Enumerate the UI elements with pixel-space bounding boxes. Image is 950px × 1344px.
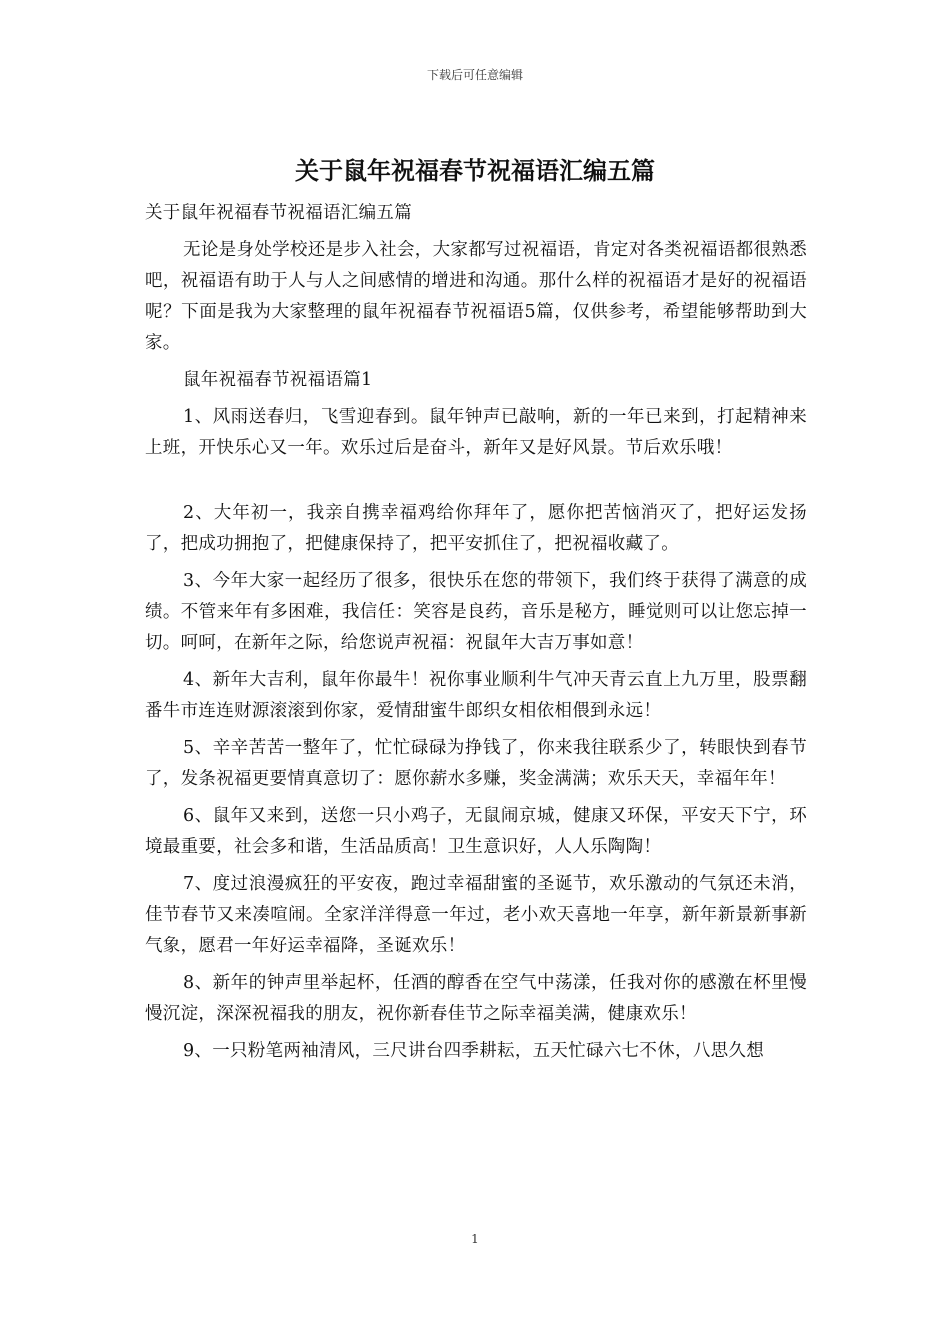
document-body [145,198,807,1073]
blessing-item-9: 9、一只粉笔两袖清风，三尺讲台四季耕耘，五天忙碌六七不休，八思久想 [183,1041,765,1061]
header-note: 下载后可任意编辑 [426,68,523,82]
blessing-item-5: 5、辛辛苦苦一整年了，忙忙碌碌为挣钱了，你来我往联系少了，转眼快到春节了，发条祝福更要情真意切了：愿你薪水多赚，奖金满满；欢乐天天，幸福年年！ [145,738,807,789]
section-heading: 鼠年祝福春节祝福语篇1 [183,370,373,390]
page-number: 1 [471,1232,479,1246]
blessing-item-2: 2、大年初一，我亲自携幸福鸡给你拜年了，愿你把苦恼消灭了，把好运发扬了，把成功拥抱了，把健康保持了，把平安抓住了，把祝福收藏了。 [145,503,807,554]
blessing-item-8: 8、新年的钟声里举起杯，任酒的醇香在空气中荡漾，任我对你的感激在杯里慢慢沉淀，深深祝福我的朋友，祝你新春佳节之际幸福美满，健康欢乐！ [145,973,807,1024]
blessing-item-6: 6、鼠年又来到，送您一只小鸡子，无鼠闹京城，健康又环保，平安天下宁，环境最重要，社会多和谐，生活品质高！卫生意识好，人人乐陶陶！ [145,806,807,857]
blessing-item-1: 1、风雨送春归，飞雪迎春到。鼠年钟声已敲响，新的一年已来到，打起精神来上班，开快乐心又一年。欢乐过后是奋斗，新年又是好风景。节后欢乐哦！ [145,407,807,458]
blessing-item-7: 7、度过浪漫疯狂的平安夜，跑过幸福甜蜜的圣诞节，欢乐激动的气氛还未消，佳节春节又来凑喧闹。全家洋洋得意一年过，老小欢天喜地一年享，新年新景新事新气象，愿君一年好运幸福降，圣诞欢乐！ [145,874,807,956]
intro-paragraph: 无论是身处学校还是步入社会，大家都写过祝福语，肯定对各类祝福语都很熟悉吧，祝福语有助于人与人之间感情的增进和沟通。那什么样的祝福语才是好的祝福语呢？下面是我为大家整理的鼠年祝福春节祝福语5篇，仅供参考，希望能够帮助到大家。 [145,240,807,353]
blessing-item-4: 4、新年大吉利，鼠年你最牛！祝你事业顺利牛气冲天青云直上九万里，股票翻番牛市连连财源滚滚到你家，爱情甜蜜牛郎织女相依相偎到永远！ [145,670,807,721]
document-subtitle: 关于鼠年祝福春节祝福语汇编五篇 [145,203,412,223]
blessing-item-3: 3、今年大家一起经历了很多，很快乐在您的带领下，我们终于获得了满意的成绩。不管来年有多困难，我信任：笑容是良药，音乐是秘方，睡觉则可以让您忘掉一切。呵呵，在新年之际，给您说声祝福：祝鼠年大吉万事如意！ [145,571,807,653]
document-title: 关于鼠年祝福春节祝福语汇编五篇 [295,156,655,185]
